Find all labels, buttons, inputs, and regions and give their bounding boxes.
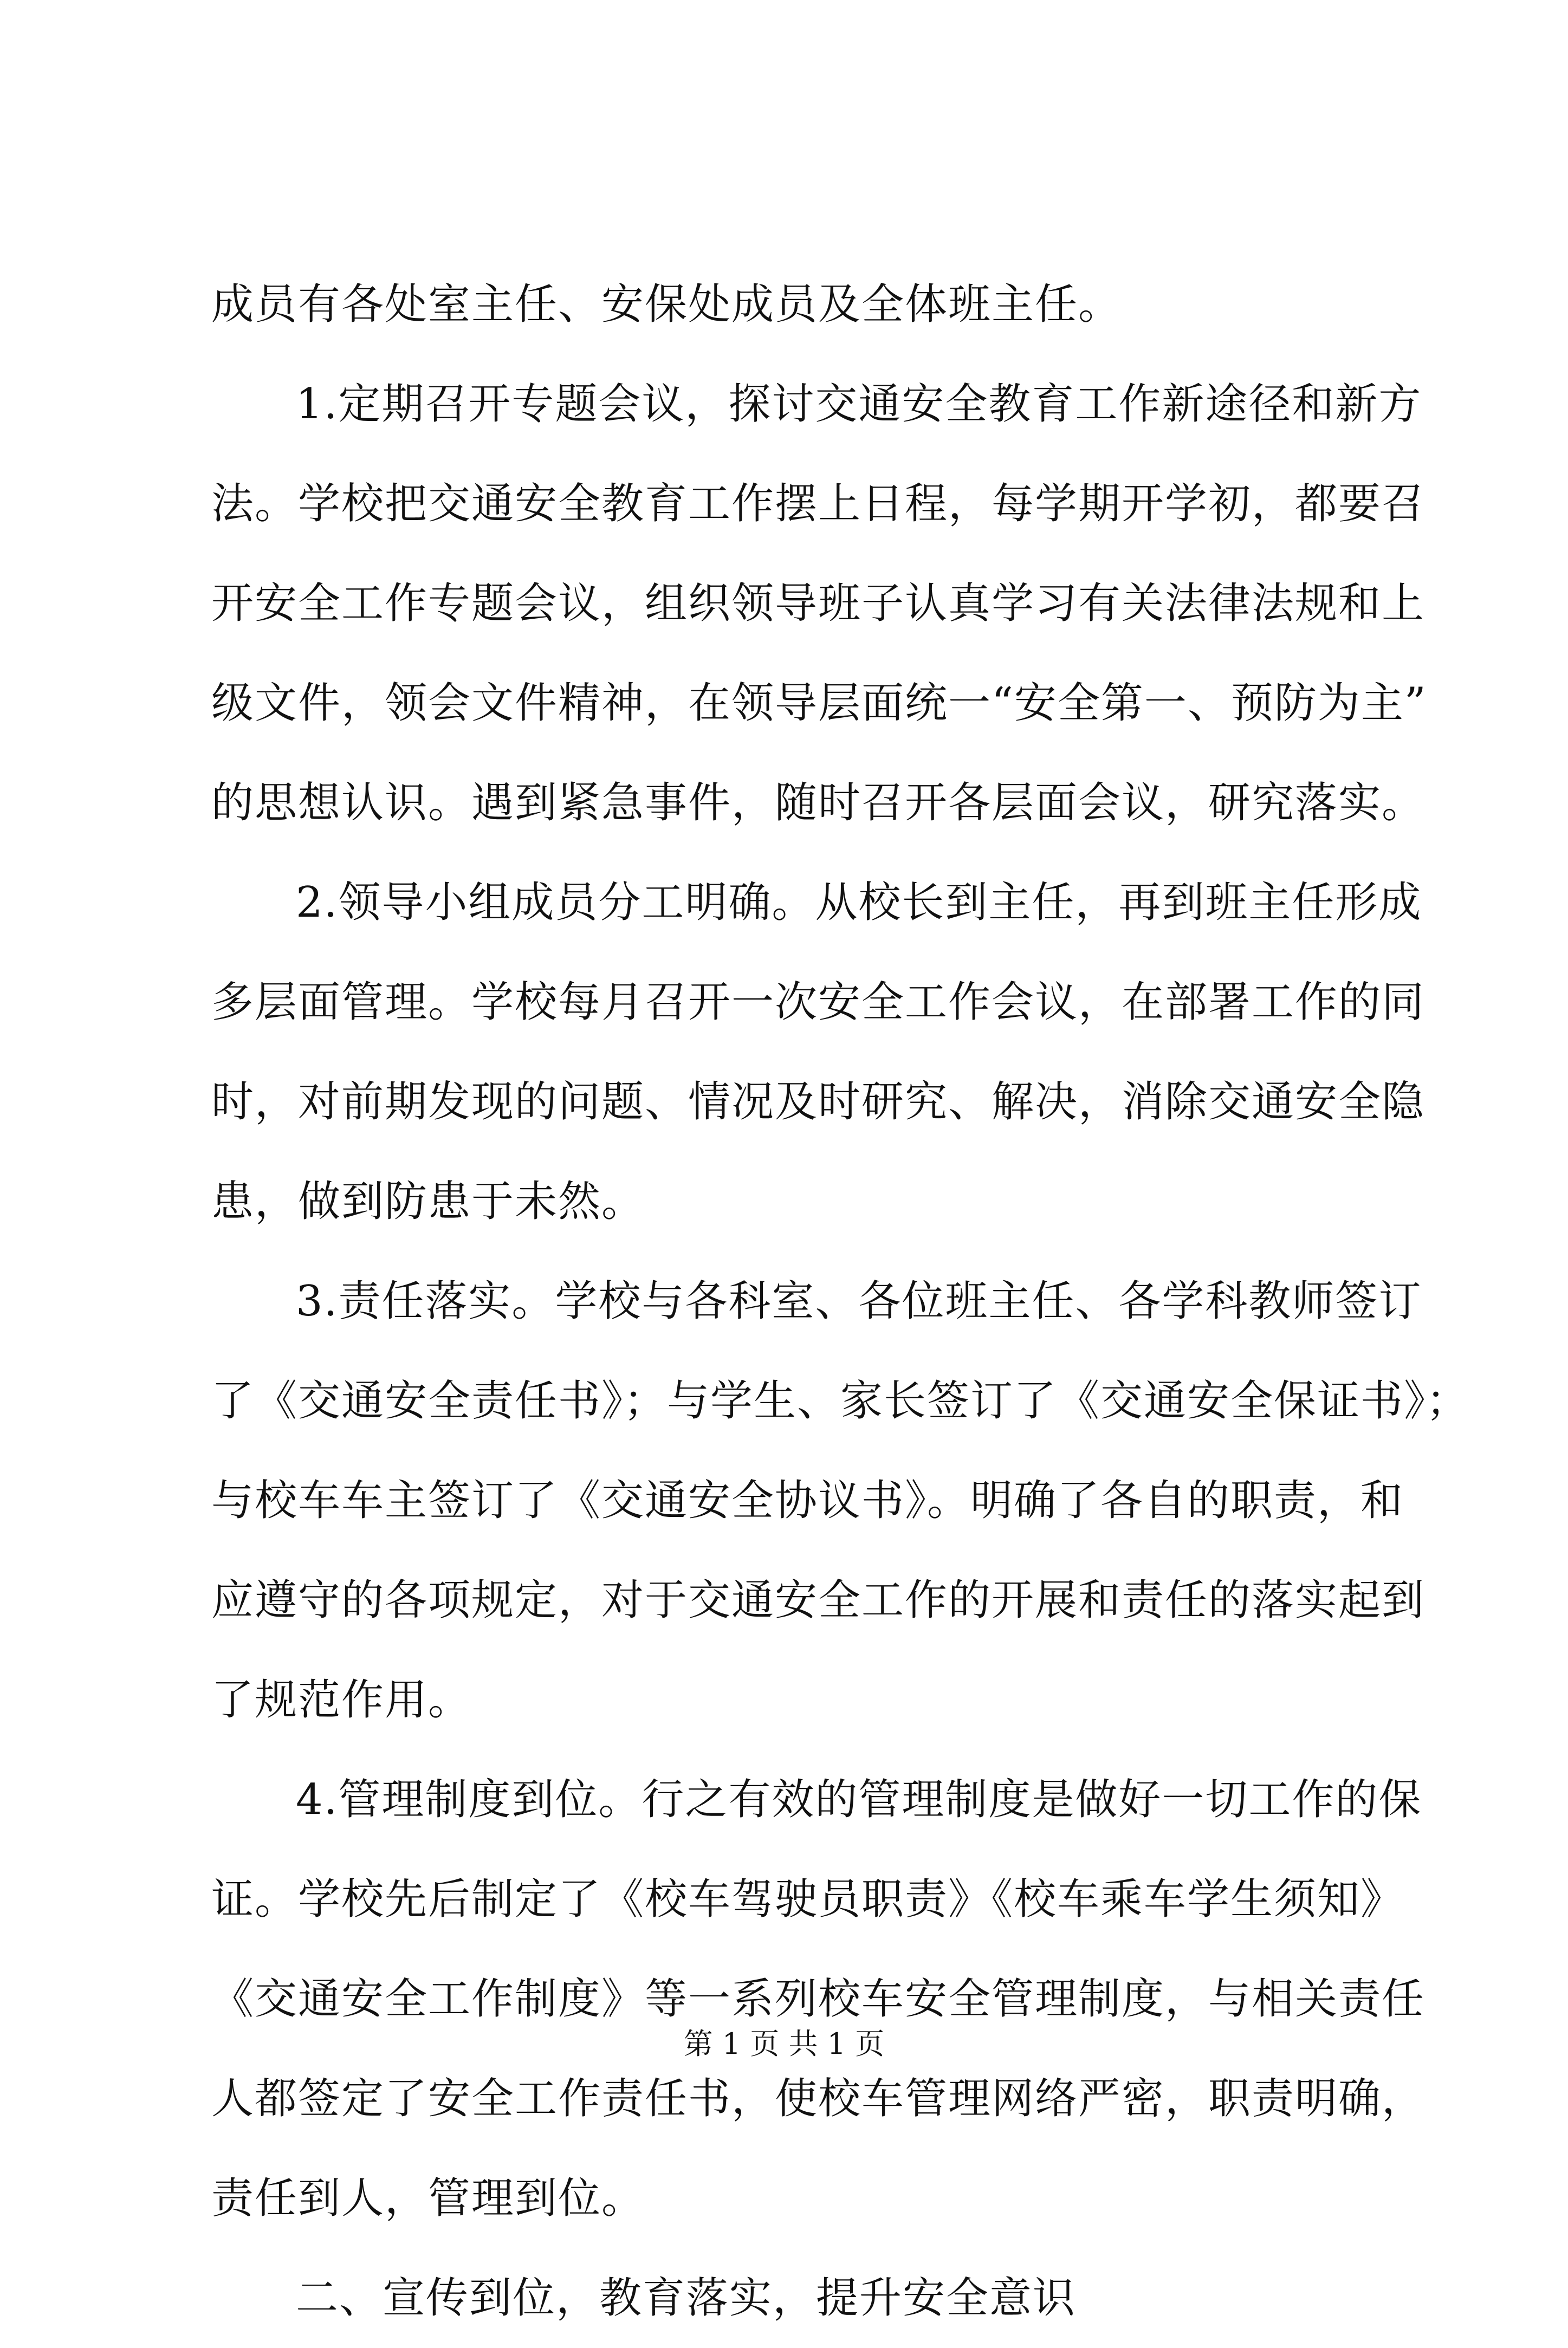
text-line: 2.领导小组成员分工明确。从校长到主任，再到班主任形成 [296,878,1422,927]
text-line: 3.责任落实。学校与各科室、各位班主任、各学科教师签订 [296,1277,1422,1326]
text-line: 4.管理制度到位。行之有效的管理制度是做好一切工作的保 [296,1775,1422,1824]
text-line: 责任到人，管理到位。 [211,2174,645,2223]
text-line: 级文件，领会文件精神，在领导层面统一“安全第一、预防为主” [211,679,1427,728]
text-line: 证。学校先后制定了《校车驾驶员职责》《校车乘车学生须知》 [211,1875,1404,1924]
text-line: 开安全工作专题会议，组织领导班子认真学习有关法律法规和上 [211,579,1426,628]
text-line: 时，对前期发现的问题、情况及时研究、解决，消除交通安全隐 [211,1078,1426,1126]
text-line: 人都签定了安全工作责任书，使校车管理网络严密，职责明确， [211,2074,1426,2123]
text-line: 了规范作用。 [211,1676,472,1724]
text-line: 《交通安全工作制度》等一系列校车安全管理制度，与相关责任 [211,1975,1426,2023]
text-line: 成员有各处室主任、安保处成员及全体班主任。 [211,280,1122,329]
text-line: 1.定期召开专题会议，探讨交通安全教育工作新途径和新方 [296,380,1422,429]
text-line: 应遵守的各项规定，对于交通安全工作的开展和责任的落实起到 [211,1576,1426,1625]
text-line: 多层面管理。学校每月召开一次安全工作会议，在部署工作的同 [211,978,1426,1027]
section-heading: 二、宣传到位，教育落实，提升安全意识 [296,2274,1077,2323]
text-line: 与校车车主签订了《交通安全协议书》。明确了各自的职责，和 [211,1476,1404,1525]
text-line: 患，做到防患于未然。 [211,1177,645,1226]
page-number-footer: 第 1 页 共 1 页 [683,2027,885,2061]
text-line: 的思想认识。遇到紧急事件，随时召开各层面会议，研究落实。 [211,779,1426,827]
text-line: 了《交通安全责任书》；与学生、家长签订了《交通安全保证书》； [211,1377,1470,1425]
text-line: 法。学校把交通安全教育工作摆上日程，每学期开学初，都要召 [211,479,1426,528]
